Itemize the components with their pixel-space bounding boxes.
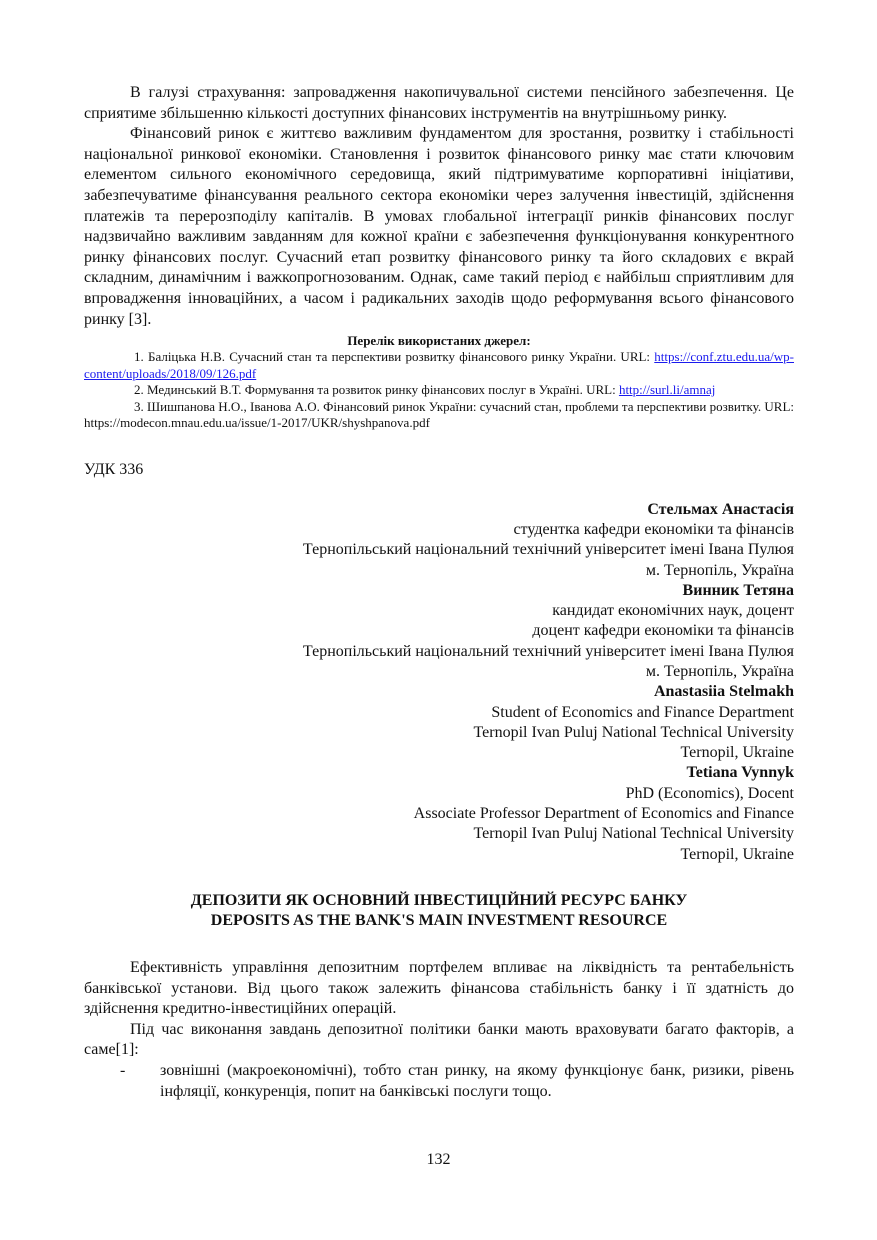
- author-2-city-en: Ternopil, Ukraine: [680, 845, 794, 863]
- list-item: [84, 1061, 794, 1102]
- page-number: 132: [426, 1151, 451, 1168]
- author-2-name: Винник Тетяна: [682, 581, 794, 599]
- reference-item-2: [84, 382, 794, 399]
- author-1-name-en: Anastasiia Stelmakh: [653, 683, 794, 701]
- reference-text-1: 1. Баліцька Н.В. Сучасний стан та перспективи розвитку фінансового ринку України. URL:: [134, 349, 655, 365]
- author-2-position-en: Associate Professor Department of Economics and Finance: [413, 805, 794, 823]
- author-2-position: доцент кафедри економіки та фінансів: [532, 622, 794, 640]
- reference-text-2: 2. Мединський В.Т. Формування та розвиток ринку фінансових послуг в Україні. URL:: [134, 382, 619, 398]
- paragraph-deposit-policy: Під час виконання завдань депозитної політики банки мають враховувати багато факторів, а саме[1]:: [84, 1020, 794, 1059]
- reference-link-1[interactable]: https://conf.ztu.edu.ua/wp-content/uploads/2018/09/126.pdf: [84, 349, 794, 381]
- paragraph-deposit-efficiency: Ефективність управління депозитним портфелем впливає на ліквідність та рентабельність банківської установи. Від цього також залежить фінансова стабільність банку і її здатність до здійснення кредитно-інвестиційних операцій.: [84, 958, 794, 1018]
- list-bullet-marker: -: [120, 1061, 126, 1079]
- author-2-university-en: Ternopil Ivan Puluj National Technical University: [473, 825, 794, 843]
- paragraph-financial-market: Фінансовий ринок є життєво важливим фундаментом для зростання, розвитку і стабільності національної ринкової економіки. Становлення і розвиток фінансового ринку має стати ключовим елементом сильного економічного середовища, який підтримуватиме корпоративні ініціативи, забезпечуватиме фінансування реального сектора економіки через залучення інвестицій, здійснення платежів та перерозподілу капіталів. В умовах глобальної інтеграції ринків фінансових послуг надзвичайно важливим завданням для кожної країни є забезпечення функціонування конкурентного ринку фінансових послуг. Сучасний етап розвитку фінансового ринку та його складових є вкрай складним, динамічним і важкопрогнозованим. Однак, саме такий період є найбільш сприятливим для впровадження інноваційних, а часом і радикальних заходів щодо реформування всього фінансового ринку [3].: [84, 125, 794, 328]
- reference-text-3: 3. Шишпанова Н.О., Іванова А.О. Фінансовий ринок України: сучасний стан, проблеми та перспективи розвитку. URL: https://modecon.mnau.edu.ua/issue/1-2017/UKR/shyshpanova.pdf: [84, 398, 794, 431]
- reference-item-1: [84, 349, 794, 382]
- author-1-position-en: Student of Economics and Finance Department: [491, 703, 794, 721]
- author-2-city: м. Тернопіль, Україна: [645, 663, 794, 680]
- article-title-en: DEPOSITS AS THE BANK'S MAIN INVESTMENT RESOURCE: [210, 911, 668, 929]
- article-title-ua: ДЕПОЗИТИ ЯК ОСНОВНИЙ ІНВЕСТИЦІЙНИЙ РЕСУРС БАНКУ: [190, 891, 688, 909]
- article-title: [84, 891, 794, 931]
- author-1-university-en: Ternopil Ivan Puluj National Technical University: [473, 723, 794, 741]
- paragraph-insurance: В галузі страхування: запровадження накопичувальної системи пенсійного забезпечення. Це сприятиме збільшенню кількості доступних фінансових інструментів на внутрішньому ринку.: [84, 84, 794, 122]
- author-1-city: м. Тернопіль, Україна: [645, 561, 794, 579]
- list-item-text: зовнішні (макроекономічні), тобто стан ринку, на якому функціонує банк, ризики, рівень інфляції, конкуренція, попит на банківські послуги тощо.: [160, 1061, 794, 1100]
- author-1-name: Стельмах Анастасія: [647, 500, 794, 518]
- udc-code: УДК 336: [84, 460, 144, 478]
- author-2-university: Тернопільський національний технічний університет імені Івана Пулюя: [302, 642, 794, 660]
- page-content: [84, 83, 794, 1102]
- author-2-degree: кандидат економічних наук, доцент: [552, 602, 794, 620]
- author-1-university: Тернопільський національний технічний університет імені Івана Пулюя: [302, 541, 794, 559]
- author-1-position: студентка кафедри економіки та фінансів: [513, 520, 794, 538]
- author-2-degree-en: PhD (Economics), Docent: [625, 784, 794, 802]
- author-1-city-en: Ternopil, Ukraine: [680, 744, 794, 762]
- references-title: Перелік використаних джерел:: [347, 333, 531, 349]
- authors-block: [84, 500, 794, 865]
- author-2-name-en: Tetiana Vynnyk: [686, 764, 794, 782]
- reference-item-3: [84, 399, 794, 432]
- reference-link-2[interactable]: http://surl.li/amnaj: [618, 382, 716, 398]
